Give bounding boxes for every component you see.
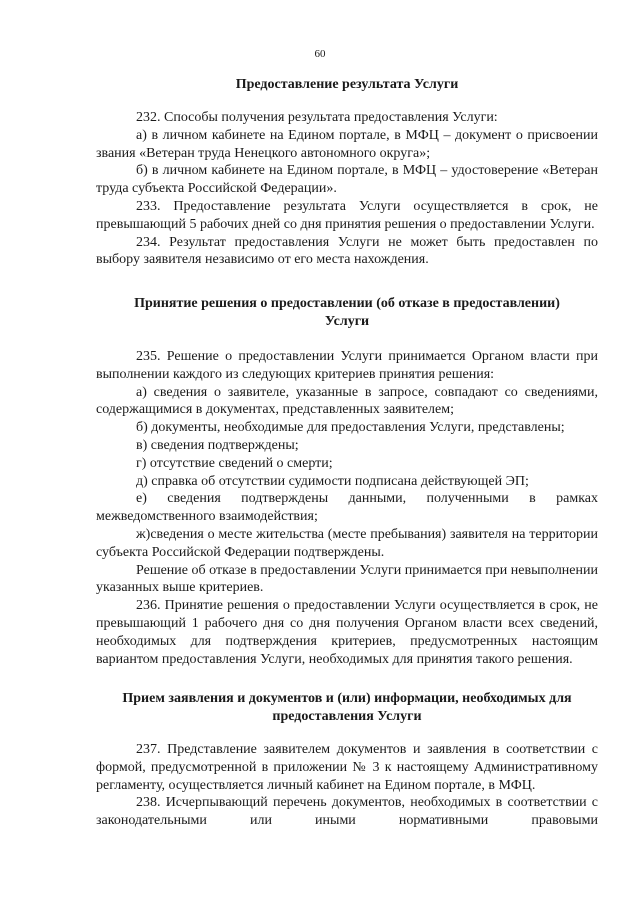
paragraph: 237. Представление заявителем документов и заявления в соответствии с формой, предусмотренной в приложении № 3 к настоящему Административному регламенту, осуществляется личный кабинет на Едином портале, в МФЦ. [96,742,598,793]
section-body-decision [96,348,598,668]
paragraph: а) в личном кабинете на Едином портале, в МФЦ – документ о присвоении звания «Ветеран труда Ненецкого автономного округа»; [96,127,598,161]
section-title-line: Услуги [324,314,370,329]
paragraph: г) отсутствие сведений о смерти; [136,455,333,471]
section-title-line: предоставления Услуги [272,709,422,724]
paragraph: 238. Исчерпывающий перечень документов, необходимых в соответствии с законодательными или иными нормативными правовыми [96,795,598,829]
section-title-result: Предоставление результата Услуги [235,77,459,92]
section-title-application [96,690,598,726]
paragraph: д) справка об отсутствии судимости подписана действующей ЭП; [136,473,529,489]
paragraph: б) в личном кабинете на Едином портале, в МФЦ – удостоверение «Ветеран труда субъекта Российской Федерации». [96,163,598,197]
section-title-decision [96,295,598,331]
section-body-result [96,109,598,269]
paragraph: е) сведения подтверждены данными, полученными в рамках межведомственного взаимодействия; [96,491,598,525]
page-number: 60 [314,48,326,60]
paragraph: 232. Способы получения результата предоставления Услуги: [136,110,498,125]
section-title-line: Прием заявления и документов и (или) информации, необходимых для [122,691,572,706]
paragraph: 233. Предоставление результата Услуги осуществляется в срок, не превышающий 5 рабочих дней со дня принятия решения о предоставлении Услуги. [96,198,598,232]
paragraph: 234. Результат предоставления Услуги не может быть предоставлен по выбору заявителя независимо от его места нахождения. [96,234,598,268]
paragraph: 236. Принятие решения о предоставлении Услуги осуществляется в срок, не превышающий 1 рабочего дня со дня получения Органом власти всех сведений, необходимых для подтверждения критериев, предусмотренных настоящим вариантом предоставления Услуги, необходимых для принятия такого решения. [96,598,598,667]
section-body-application [96,741,598,830]
paragraph: а) сведения о заявителе, указанные в запросе, совпадают со сведениями, содержащимися в документах, представленных заявителем; [96,384,598,418]
paragraph: Решение об отказе в предоставлении Услуги принимается при невыполнении указанных выше критериев. [96,562,598,596]
paragraph: ж)сведения о месте жительства (месте пребывания) заявителя на территории субъекта Российской Федерации подтверждены. [96,526,598,560]
section-title-line: Принятие решения о предоставлении (об отказе в предоставлении) [134,296,560,311]
paragraph: 235. Решение о предоставлении Услуги принимается Органом власти при выполнении каждого из следующих критериев принятия решения: [96,349,598,382]
paragraph: в) сведения подтверждены; [136,437,299,453]
paragraph: б) документы, необходимые для предоставления Услуги, представлены; [136,420,565,436]
